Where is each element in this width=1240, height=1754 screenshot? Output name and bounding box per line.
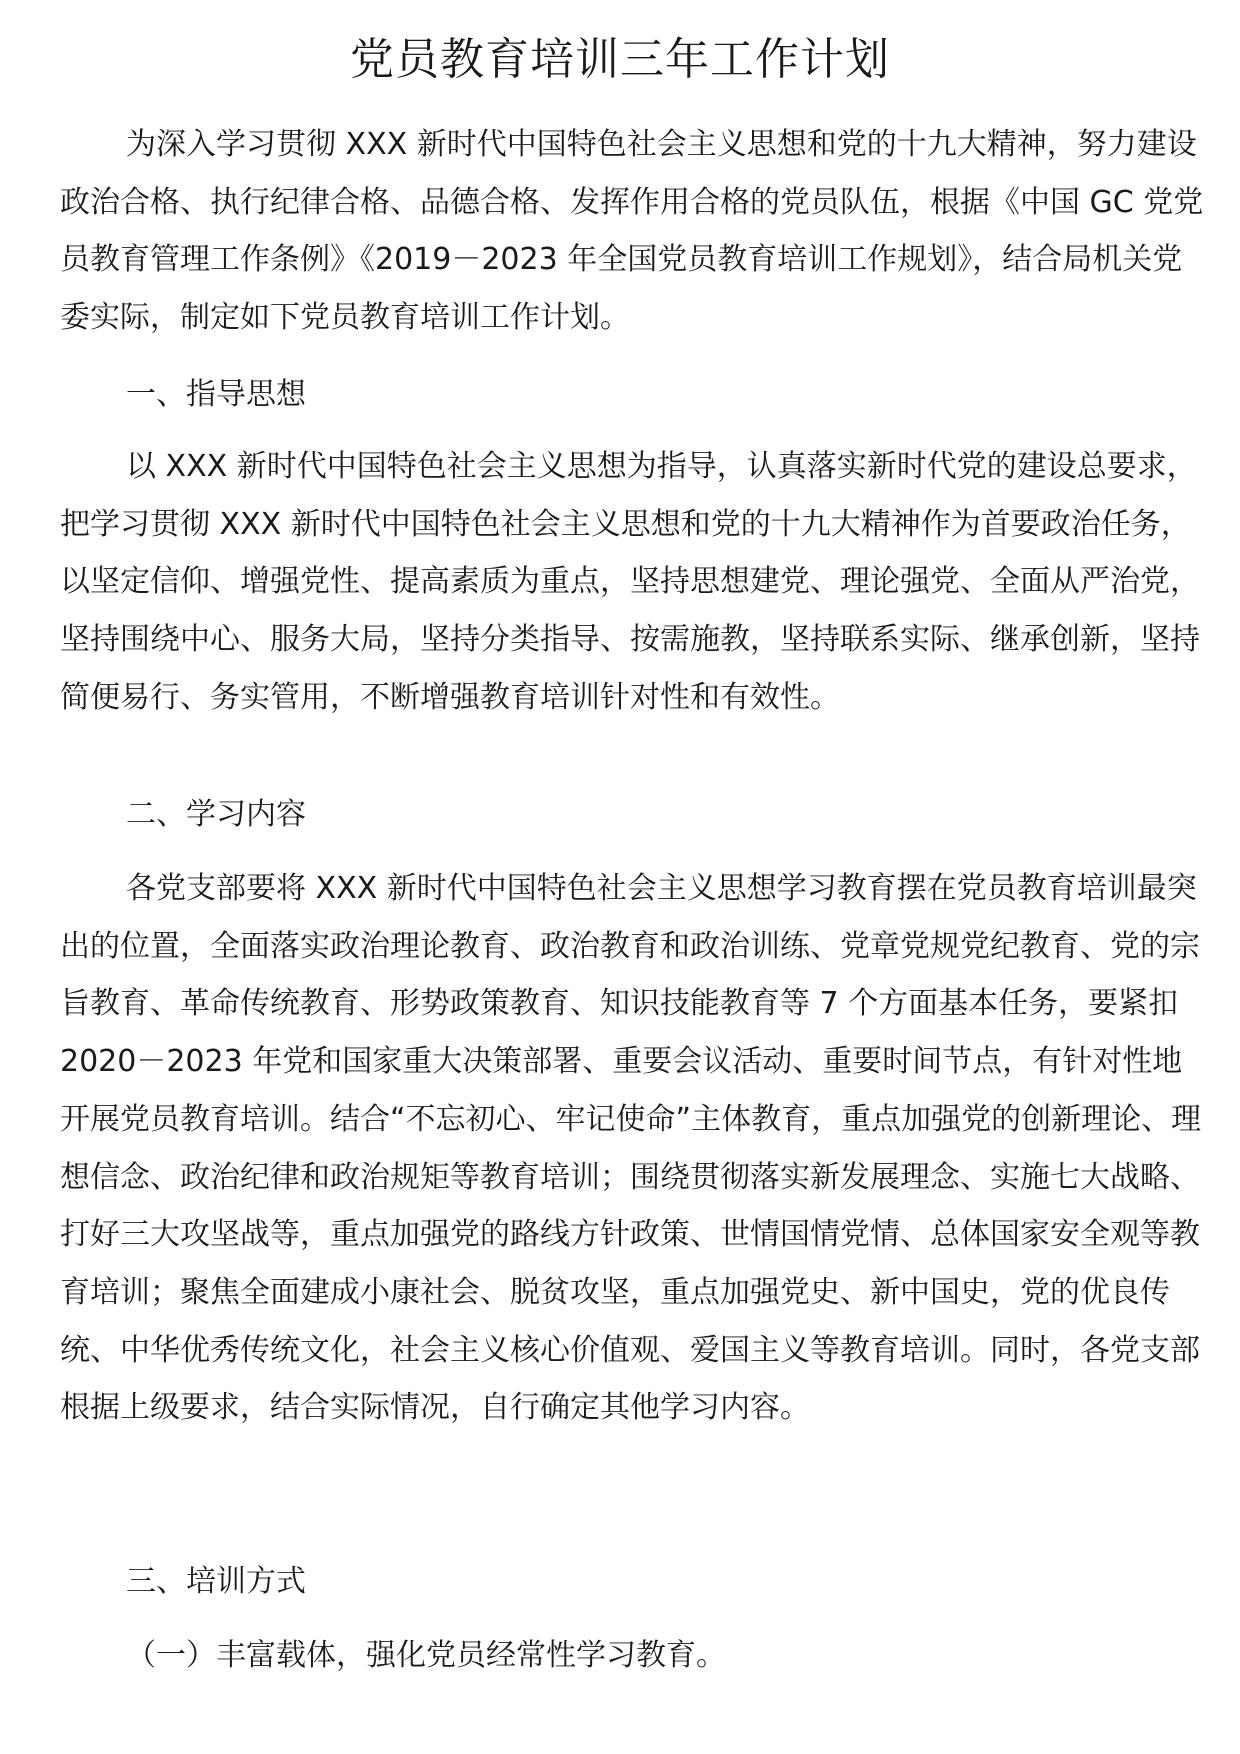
section-subheading: （一）丰富载体，强化党员经常性学习教育。 [126,1638,726,1673]
section-paragraph: 各党支部要将 XXX 新时代中国特色社会主义思想学习教育摆在党员教育培训最突出的位置，全面落实政治理论教育、政治教育和政治训练、党章党规党纪教育、党的宗旨教育、革命传统教育、形势政策教育、知识技能教育等 7 个方面基本任务，要紧扣 2020－2023 年党和国家重大决策部署、重要会议活动、重要时间节点，有针对性地开展党员教育培训。结合“不忘初心、牢记使命”主体教育，重点加强党的创新理论、理想信念、政治纪律和政治规矩等教育培训；围绕贯彻落实新发展理念、实施七大战略、打好三大攻坚战等，重点加强党的路线方针政策、世情国情党情、总体国家安全观等教育培训；聚焦全面建成小康社会、脱贫攻坚，重点加强党史、新中国史，党的优良传统、中华优秀传统文化，社会主义核心价值观、爱国主义等教育培训。同时，各党支部根据上级要求，结合实际情况，自行确定其他学习内容。 [60,871,1202,1426]
section-2-heading-block [60,786,1210,844]
section-3-subheading-block [60,1627,1210,1685]
section-heading: 一、指导思想 [126,377,306,412]
section-1-heading-block [60,366,1210,424]
document-title: 党员教育培训三年工作计划 [350,34,890,85]
section-1-body-block [60,438,1210,727]
section-paragraph: 以 XXX 新时代中国特色社会主义思想为指导，认真落实新时代党的建设总要求，把学习贯彻 XXX 新时代中国特色社会主义思想和党的十九大精神作为首要政治任务，以坚定信仰、增强党性、提高素质为重点，坚持思想建党、理论强党、全面从严治党，坚持围绕中心、服务大局，坚持分类指导、按需施教，坚持联系实际、继承创新，坚持简便易行、务实管用，不断增强教育培训针对性和有效性。 [60,449,1200,715]
section-3-heading-block [60,1553,1210,1611]
intro-paragraph-block [60,116,1210,347]
intro-paragraph: 为深入学习贯彻 XXX 新时代中国特色社会主义思想和党的十九大精神，努力建设政治合格、执行纪律合格、品德合格、发挥作用合格的党员队伍，根据《中国 GC 党党员教育管理工作条例》《2019－2023 年全国党员教育培训工作规划》，结合局机关党委实际，制定如下党员教育培训工作计划。 [60,127,1204,336]
section-heading: 三、培训方式 [126,1564,306,1599]
section-2-body-block [60,860,1210,1437]
section-heading: 二、学习内容 [126,797,306,832]
